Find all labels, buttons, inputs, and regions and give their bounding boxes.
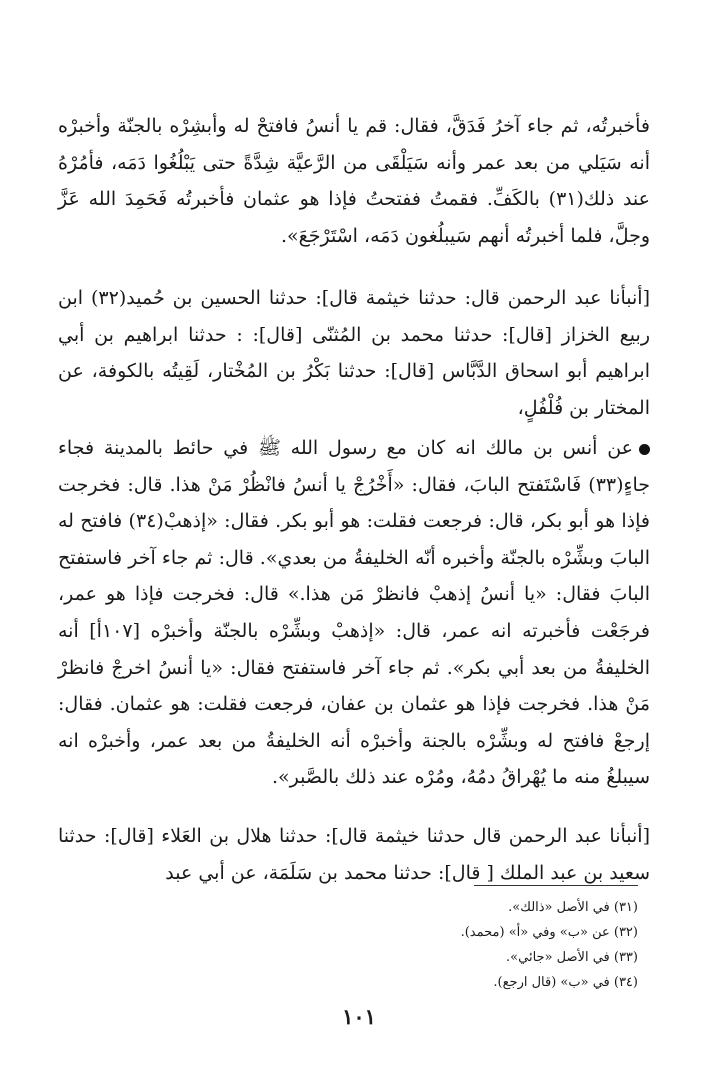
paragraph-3-wrapper — [58, 430, 650, 796]
paragraph-1 — [58, 108, 650, 254]
paragraph-1-text: فأخبرتُه، ثم جاء آخرُ فَدَقَّ، فقال: قم يا أنسُ فافتحْ له وأبشِرْه بالجنّة وأخبرْه أنه سَيَلي من بعد عمر وأنه سَيَلْقَى من الرَّعيَّة شِدَّةً حتى يَبْلُغُوا دَمَه، فأمُرْهُ عند ذلك(٣١) بالكَفِّ. فقمتُ ففتحتُ فإذا هو عثمان فأخبرتُه فَحَمِدَ الله عَزَّ وجلَّ، فلما أخبرتُه أنهم سَيبلُغون دَمَه، اسْتَرْجَعَ». — [58, 115, 651, 247]
paragraph-3 — [58, 430, 650, 796]
paragraph-2-text: [أنبأنا عبد الرحمن قال: حدثنا خيثمة قال]: حدثنا الحسين بن حُميد(٣٢) ابن ربيع الخزاز [قال]: حدثنا محمد بن المُثنّى [قال]: : حدثنا ابراهيم بن أبي ابراهيم أبو اسحاق الدَّبَّاس [قال]: حدثنا بَكْرُ بن المُخْتار، لَقِيتُه بالكوفة، عن المختار بن فُلْفُلٍ، — [58, 287, 650, 419]
footnote-33: (٣٣) في الأصل «جائي». — [506, 950, 638, 965]
page-number: ١٠١ — [342, 1004, 376, 1029]
paragraph-2 — [58, 280, 650, 426]
footnotes — [218, 895, 638, 995]
footnote-34: (٣٤) في «ب» (قال ارجع). — [493, 975, 638, 990]
paragraph-4-text: [أنبأنا عبد الرحمن قال حدثنا خيثمة قال]: حدثنا هلال بن العَلاء [قال]: حدثنا سعيد بن عبد الملك [ قال]: حدثنا محمد بن سَلَمَة، عن أبي عبد — [58, 825, 650, 884]
footnote-32: (٣٢) عن «ب» وفي «أ» (محمد). — [460, 925, 638, 940]
paragraph-4 — [58, 818, 650, 891]
footnote-31: (٣١) في الأصل «ذالك». — [508, 900, 638, 915]
paragraph-3-text: عن أنس بن مالك انه كان مع رسول الله ﷺ في حائط بالمدينة فجاء جاءٍ(٣٣) فَاسْتَفتح البابَ، فقال: «أَخْرُجْ يا أنسُ فانْظُرْ مَنْ هذا. قال: فخرجت فإذا هو أبو بكر، قال: فرجعت فقلت: هو أبو بكر. فقال: «إذهبْ(٣٤) فافتح له البابَ وبشِّرْه بالجنّة وأخبره أنّه الخليفةُ من بعدي». قال: ثم جاء آخر فاستفتح البابَ فقال: «يا أنسُ إذهبْ فانظرْ مَن هذا.» قال: فخرجت فإذا هو عمر، فرجَعْت فأخبرته انه عمر، قال: «إذهبْ وبشِّرْه بالجنّة وأخبرْه [١٠٧أ] أنه الخليفةُ من بعد أبي بكر». ثم جاء آخر فاستفتح فقال: «يا أنسُ اخرجْ فانظرْ مَنْ هذا. فخرجت فإذا هو عثمان بن عفان، فرجعت فقلت: هو عثمان. فقال: إرجعْ فافتح له وبشِّرْه بالجنة وأخبرْه أنه الخليفةُ من بعد عمر، وأخبرْه انه سيبلغُ منه ما يُهْراقُ دمُهُ، ومُرْه عند ذلك بالصَّبر». — [58, 437, 651, 789]
footnote-divider — [474, 885, 638, 886]
bullet-icon — [639, 444, 650, 455]
